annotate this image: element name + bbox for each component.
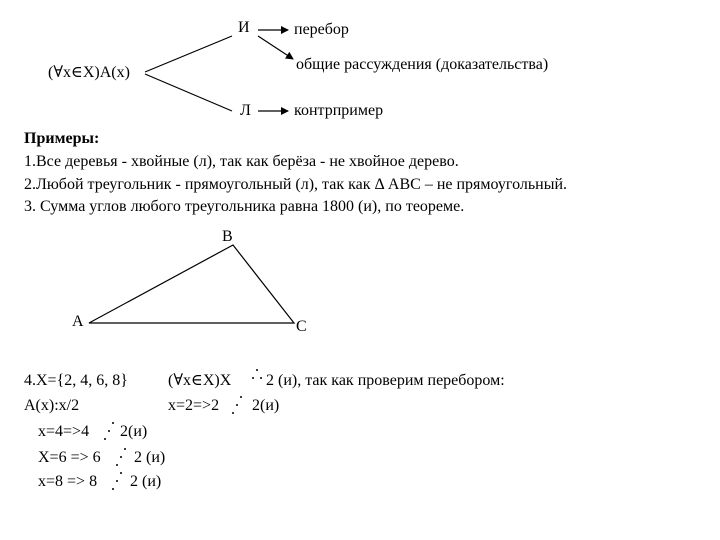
example-3: 3. Сумма углов любого треугольника равна 1800 (и), по теореме. xyxy=(24,198,465,215)
vertex-label-c: С xyxy=(296,318,307,335)
ex4-line2-mid: x=2=>2 xyxy=(168,397,220,414)
example-2: 2.Любой треугольник - прямоугольный (л), так как Δ АВС – не прямоугольный. xyxy=(24,176,568,193)
method-general-reasoning: общие рассуждения (доказательства) xyxy=(296,56,549,73)
branch-line-to-l xyxy=(145,74,232,111)
vertex-label-b: В xyxy=(222,228,233,245)
divides-symbol xyxy=(104,422,114,434)
ex4-line3-right: 2(и) xyxy=(120,423,148,440)
ex4-line1-left: 4.X={2, 4, 6, 8} xyxy=(24,372,128,389)
divides-symbol xyxy=(112,472,122,484)
triangle-abc xyxy=(89,245,294,323)
ex4-line4-right: 2 (и) xyxy=(134,449,166,466)
ex4-line3-left: x=4=>4 xyxy=(38,423,90,440)
ex4-line1-mid: (∀x∈X)X xyxy=(168,372,232,389)
ex4-line2-right: 2(и) xyxy=(252,397,280,414)
ex4-line4-left: X=6 => 6 xyxy=(38,449,101,466)
example-1: 1.Все деревья - хвойные (л), так как берёза - не хвойное дерево. xyxy=(24,153,459,170)
ex4-line5-right: 2 (и) xyxy=(130,473,162,490)
method-counterexample: контрпример xyxy=(294,102,384,119)
ex4-line1-right: 2 (и), так как проверим перебором: xyxy=(266,372,505,389)
arrow-to-general-reasoning xyxy=(258,36,293,59)
examples-heading: Примеры: xyxy=(24,130,100,147)
ex4-line2-left: A(x):x/2 xyxy=(24,397,80,414)
divides-symbol xyxy=(232,396,242,408)
ex4-line5-left: x=8 => 8 xyxy=(38,473,98,490)
vertex-label-a: А xyxy=(72,313,84,330)
node-i: И xyxy=(238,19,250,36)
divides-symbol xyxy=(252,369,262,381)
node-l: Л xyxy=(240,102,251,119)
branch-line-to-i xyxy=(145,36,232,72)
method-enumeration: перебор xyxy=(294,21,349,38)
formula: (∀x∈X)A(x) xyxy=(48,64,130,81)
divides-symbol xyxy=(116,448,126,460)
